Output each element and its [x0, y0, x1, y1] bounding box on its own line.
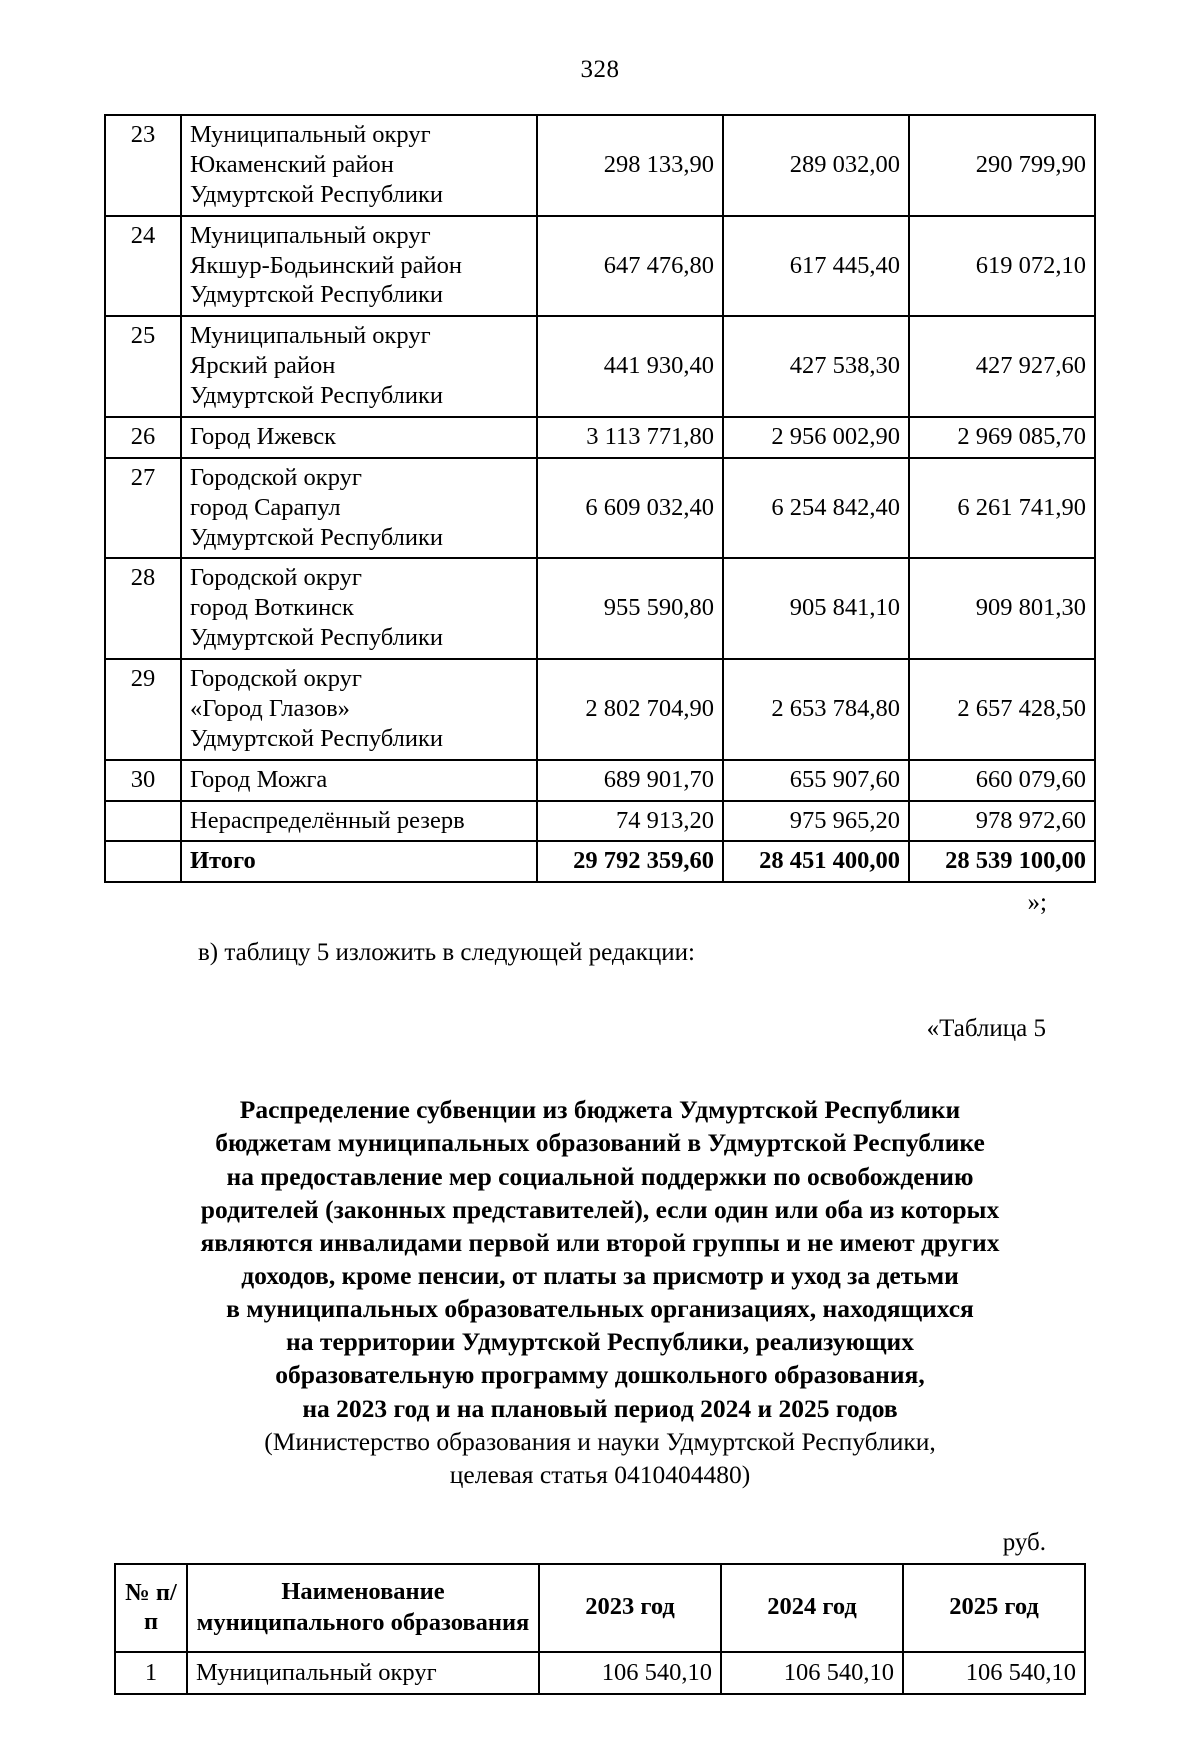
currency-unit-label: руб.: [1002, 1528, 1046, 1556]
name-line: Юкаменский район: [190, 150, 394, 178]
page-number: 328: [580, 56, 620, 83]
title-line-6: доходов, кроме пенсии, от платы за присмотр и уход за детьми: [241, 1260, 959, 1290]
table-row: [105, 760, 1095, 801]
amount-2024-cell: 617 445,40: [723, 216, 909, 317]
header-year-2024: 2024 год: [721, 1564, 903, 1652]
name-line: город Воткинск: [190, 594, 354, 622]
title-line-8: на территории Удмуртской Республики, реализующих: [286, 1327, 914, 1357]
title-line-12: целевая статья 0410404480): [449, 1459, 751, 1489]
amount-2025-cell: 6 261 741,90: [909, 458, 1095, 559]
name-line: Город Ижевск: [190, 422, 337, 450]
municipality-name-cell: [181, 115, 537, 216]
municipality-name-cell: [181, 417, 537, 458]
amount-2023-cell: 106 540,10: [539, 1652, 721, 1694]
header-name-line1: Наименование: [281, 1577, 445, 1605]
row-number-cell: 25: [105, 316, 181, 417]
amount-2025-cell: 660 079,60: [909, 760, 1095, 801]
amount-2023-cell: 647 476,80: [537, 216, 723, 317]
amount-2024-cell: 106 540,10: [721, 1652, 903, 1694]
name-line: Муниципальный округ: [190, 322, 431, 350]
amount-2025-cell: 2 969 085,70: [909, 417, 1095, 458]
municipality-name-cell: [181, 841, 537, 882]
municipality-name-cell: [181, 760, 537, 801]
title-line-1: Распределение субвенции из бюджета Удмуртской Республики: [239, 1095, 961, 1125]
amount-2024-cell: 289 032,00: [723, 115, 909, 216]
municipality-name-cell: [181, 801, 537, 842]
subvention-distribution-table-5: [114, 1563, 1086, 1695]
row-number-cell: 26: [105, 417, 181, 458]
name-line: Городской округ: [190, 564, 362, 592]
table-2-body: [115, 1652, 1085, 1694]
amount-2023-cell: 29 792 359,60: [537, 841, 723, 882]
amount-2025-cell: 619 072,10: [909, 216, 1095, 317]
municipality-name-cell: [181, 659, 537, 760]
row-number-cell: 28: [105, 558, 181, 659]
amount-2023-cell: 74 913,20: [537, 801, 723, 842]
title-line-2: бюджетам муниципальных образований в Удмуртской Республике: [215, 1128, 985, 1158]
amount-2023-cell: 441 930,40: [537, 316, 723, 417]
table-2-header-row: [115, 1564, 1085, 1652]
name-line: Удмуртской Республики: [190, 624, 443, 652]
row-number-cell: 27: [105, 458, 181, 559]
amount-2024-cell: 655 907,60: [723, 760, 909, 801]
header-name-line2: муниципального: [196, 1608, 385, 1636]
name-line: Удмуртской Республики: [190, 382, 443, 409]
amount-2024-cell: 6 254 842,40: [723, 458, 909, 559]
amount-2023-cell: 955 590,80: [537, 558, 723, 659]
table-2-head: [115, 1564, 1085, 1652]
name-line: Нераспределённый резерв: [190, 806, 465, 834]
amount-2025-cell: 106 540,10: [903, 1652, 1085, 1694]
title-line-11: (Министерство образования и науки Удмуртской Республики,: [264, 1426, 936, 1456]
amount-2023-cell: 2 802 704,90: [537, 659, 723, 760]
header-year-2023: 2023 год: [539, 1564, 721, 1652]
municipality-name-cell: [181, 216, 537, 317]
paragraph-item-v: в) таблицу 5 изложить в следующей редакции:: [198, 939, 695, 967]
amount-2024-cell: 2 653 784,80: [723, 659, 909, 760]
header-year-2025: 2025 год: [903, 1564, 1085, 1652]
table-row: [105, 659, 1095, 760]
name-line: Итого: [190, 847, 256, 875]
name-line: Ярский район: [190, 352, 336, 380]
row-number-cell: [105, 801, 181, 842]
table-1-body: [105, 115, 1095, 882]
municipality-name-cell: [181, 458, 537, 559]
title-line-4: родителей (законных представителей), если один или оба из которых: [200, 1194, 1000, 1224]
amount-2025-cell: 2 657 428,50: [909, 659, 1095, 760]
header-num-line1: №: [125, 1579, 150, 1607]
amount-2023-cell: 3 113 771,80: [537, 417, 723, 458]
name-line: Удмуртской Республики: [190, 724, 443, 752]
table-row: [105, 417, 1095, 458]
amount-2023-cell: 298 133,90: [537, 115, 723, 216]
name-line: Городской округ: [190, 463, 362, 491]
amount-2025-cell: 909 801,30: [909, 558, 1095, 659]
name-line: Муниципальный округ: [190, 221, 431, 249]
name-line: Город Можга: [190, 765, 328, 793]
header-num-line2: п/п: [143, 1579, 177, 1635]
title-line-10: на 2023 год и на плановый период 2024 и 2025 годов: [302, 1393, 898, 1423]
table-1-wrapper: [0, 114, 1200, 883]
name-line: Муниципальный округ: [190, 121, 431, 148]
name-line: Якшур-Бодьинский район: [190, 251, 462, 279]
amount-2023-cell: 689 901,70: [537, 760, 723, 801]
municipality-name-cell: [181, 558, 537, 659]
row-number-cell: 23: [105, 115, 181, 216]
row-number-cell: 1: [115, 1652, 187, 1694]
name-line: Удмуртской Республики: [190, 523, 443, 551]
title-line-5: являются инвалидами первой или второй группы и не имеют других: [200, 1227, 1000, 1257]
name-line: Городской округ: [190, 665, 362, 692]
table-row: [105, 458, 1095, 559]
name-line: город Сарапул: [190, 493, 341, 521]
title-line-9: образовательную программу дошкольного образования,: [275, 1360, 925, 1390]
name-line: «Город Глазов»: [190, 694, 350, 722]
amount-2024-cell: 28 451 400,00: [723, 841, 909, 882]
table-5-label: «Таблица 5: [926, 1015, 1046, 1043]
row-number-cell: 29: [105, 659, 181, 760]
name-line: Удмуртской Республики: [190, 281, 443, 309]
row-number-cell: [105, 841, 181, 882]
amount-2024-cell: 905 841,10: [723, 558, 909, 659]
table-row: [105, 841, 1095, 882]
header-row-number: [115, 1564, 187, 1652]
table-row: [115, 1652, 1085, 1694]
title-line-3: на предоставление мер социальной поддержки по освобождению: [226, 1161, 974, 1191]
table-row: [105, 216, 1095, 317]
table-2-wrapper: [0, 1563, 1200, 1695]
header-municipality-name: [187, 1564, 539, 1652]
header-name-line3: образования: [390, 1608, 530, 1636]
subvention-distribution-table-continued: [104, 114, 1096, 883]
amount-2024-cell: 427 538,30: [723, 316, 909, 417]
amount-2024-cell: 2 956 002,90: [723, 417, 909, 458]
document-page: [0, 56, 1200, 1742]
amount-2025-cell: 978 972,60: [909, 801, 1095, 842]
amount-2023-cell: 6 609 032,40: [537, 458, 723, 559]
title-line-7: в муниципальных образовательных организациях, находящихся: [226, 1294, 974, 1324]
municipality-name-cell: [181, 316, 537, 417]
table-row: [105, 316, 1095, 417]
row-number-cell: 30: [105, 760, 181, 801]
amount-2024-cell: 975 965,20: [723, 801, 909, 842]
table-row: [105, 558, 1095, 659]
closing-quote-mark: »;: [1027, 889, 1047, 917]
amount-2025-cell: 427 927,60: [909, 316, 1095, 417]
table-5-title: [160, 1093, 1040, 1491]
row-number-cell: 24: [105, 216, 181, 317]
name-line: Удмуртской Республики: [190, 180, 443, 208]
amount-2025-cell: 290 799,90: [909, 115, 1095, 216]
table-row: [105, 801, 1095, 842]
table-row: [105, 115, 1095, 216]
amount-2025-cell: 28 539 100,00: [909, 841, 1095, 882]
municipality-name-cell: Муниципальный округ: [187, 1652, 539, 1694]
